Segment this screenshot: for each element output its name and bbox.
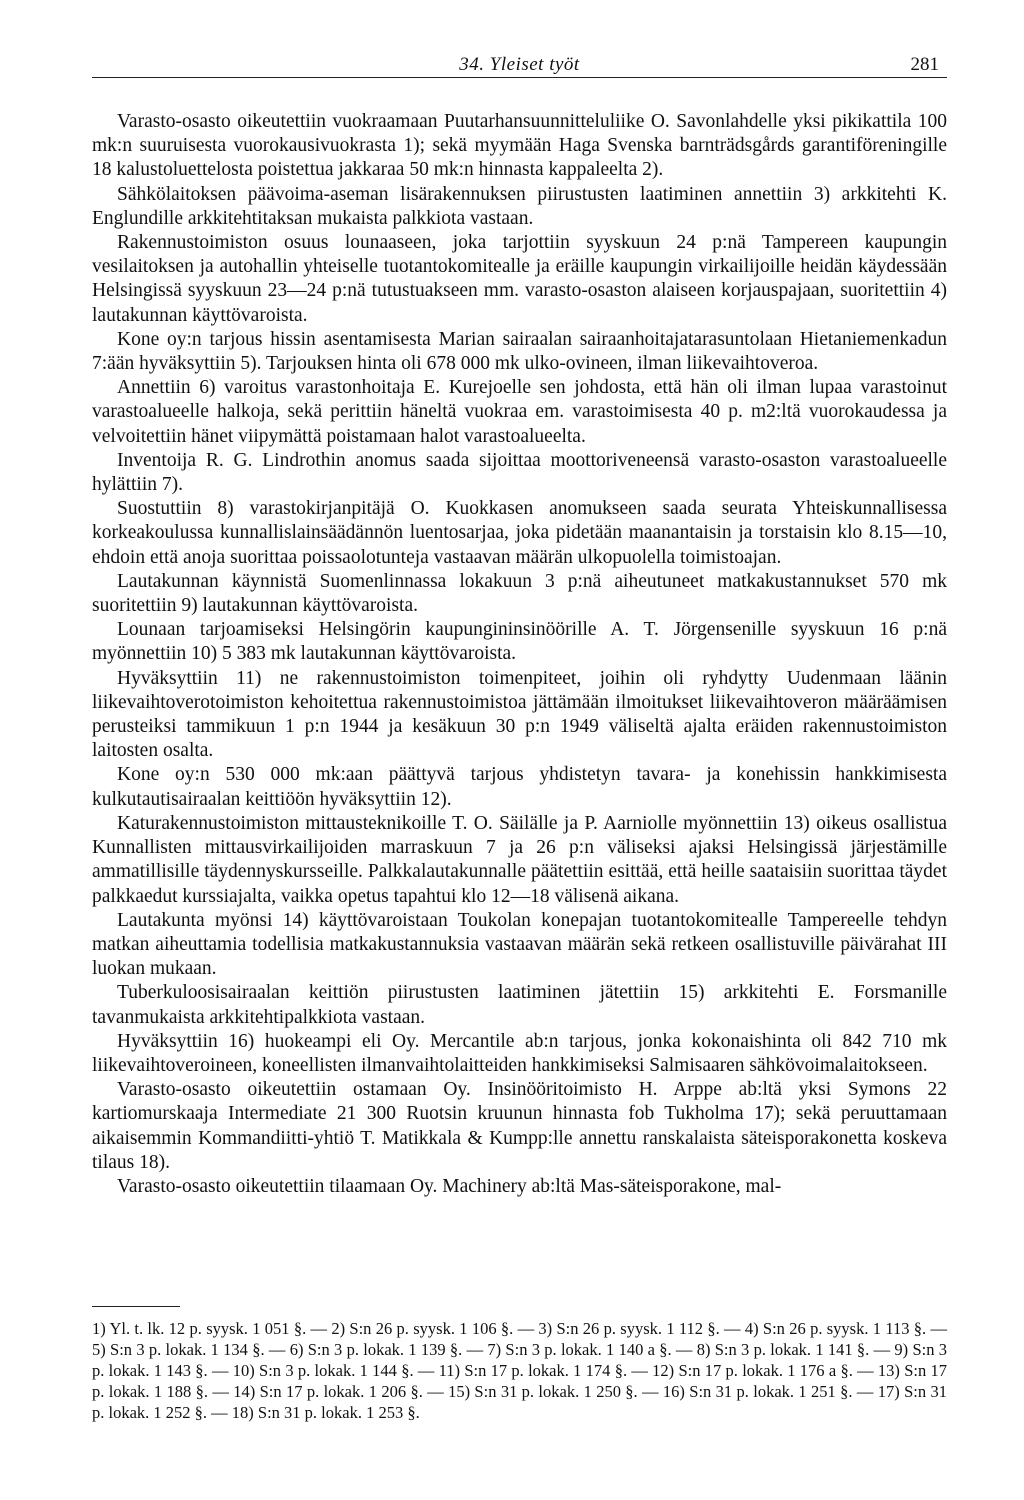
paragraph: Kone oy:n 530 000 mk:aan päättyvä tarjous yhdistetyn tavara- ja konehissin hankkimisesta kulkutautisairaalan keittiöön hyväksyttiin 12).	[92, 764, 947, 810]
paragraph: Lautakunnan käynnistä Suomenlinnassa lokakuun 3 p:nä aiheutuneet matkakustannukset 570 mk suoritettiin 9) lautakunnan käyttövaroista.	[92, 570, 947, 617]
paragraph: Tuberkuloosisairaalan keittiön piirustusten laatiminen jätettiin 15) arkkitehti E. Forsmanille tavanmukaista arkkitehtipalkkiota vastaan.	[92, 982, 947, 1028]
header-rule	[92, 77, 947, 78]
paragraph: Varasto-osasto oikeutettiin vuokraamaan Puutarhansuunnitteluliike O. Savonlahdelle yksi pikikattila 100 mk:n suuruisesta vuorokausivuokrasta 1); sekä myymään Haga Svenska barnträdsgårds garantiföreningille 18 kalustoluettelosta poistettua jakkaraa 50 mk:n hinnasta kappaleelta 2).	[92, 111, 947, 181]
paragraph: Hyväksyttiin 11) ne rakennustoimiston toimenpiteet, joihin oli ryhdytty Uudenmaan läänin liikevaihtoverotoimiston kehoitettua rakennustoimistoa jättämään ilmoitukset liikevaihtoveron määräämisen perusteiksi tammikuun 1 p:n 1944 ja kesäkuun 30 p:n 1949 väliseltä ajalta eräiden rakennustoimiston laitosten osalta.	[92, 667, 947, 762]
paragraph: Katurakennustoimiston mittausteknikoille T. O. Säilälle ja P. Aarniolle myönnettiin 13) oikeus osallistua Kunnallisten mittausvirkailijoiden marraskuun 7 ja 26 p:n väliseksi ajaksi Helsingissä järjestämille ammatillisille täydennyskursseille. Palkkalautakunnalle päätettiin esittää, että heille saataisiin suorittaa täydet palkkaedut kurssiajalta, vaikka opetus tapahtui klo 12—18 välisenä aikana.	[92, 812, 947, 907]
paragraph: Suostuttiin 8) varastokirjanpitäjä O. Kuokkasen anomukseen saada seurata Yhteiskunnallisessa korkeakoulussa kunnallislainsäädännön luentosarjaa, joka pidetään maanantaisin ja torstaisin klo 8.15—10, ehdoin että anoja suorittaa poissaolotunteja vastaavan määrän ulkopuolella toimistoajan.	[92, 498, 947, 568]
paragraph: Lautakunta myönsi 14) käyttövaroistaan Toukolan konepajan tuotantokomitealle Tampereelle tehdyn matkan aiheuttamia todellisia matkakustannuksia vastaavan määrän sekä retkeen osallistuville päivärahat III luokan mukaan.	[92, 909, 947, 980]
paragraph: Lounaan tarjoamiseksi Helsingörin kaupungininsinöörille A. T. Jörgensenille syyskuun 16 p:nä myönnettiin 10) 5 383 mk lautakunnan käyttövaroista.	[92, 619, 947, 665]
paragraph: Sähkölaitoksen päävoima-aseman lisärakennuksen piirustusten laatiminen annettiin 3) arkkitehti K. Englundille arkkitehtitaksan mukaista palkkiota vastaan.	[92, 183, 947, 229]
body-text	[92, 110, 947, 1199]
paragraph: Inventoija R. G. Lindrothin anomus saada sijoittaa moottoriveneensä varasto-osaston varastoalueelle hylättiin 7).	[92, 449, 947, 496]
paragraph: Rakennustoimiston osuus lounaaseen, joka tarjottiin syyskuun 24 p:nä Tampereen kaupungin vesilaitoksen ja autohallin yhteiselle tuotantokomitealle ja eräille kaupungin virkailijoille heidän käydessään Helsingissä syyskuun 23—24 p:nä tutustuakseen mm. varasto-osaston alaiseen korjauspajaan, suoritettiin 4) lautakunnan käyttövaroista.	[92, 232, 947, 326]
page-header	[92, 46, 947, 78]
running-title: 34. Yleiset työt	[459, 54, 580, 75]
paragraph: Hyväksyttiin 16) huokeampi eli Oy. Mercantile ab:n tarjous, jonka kokonaishinta oli 842 710 mk liikevaihtoveroineen, koneellisten ilmanvaihtolaitteiden hankkimiseksi Salmisaaren sähkövoimalaitokseen.	[92, 1030, 947, 1076]
paragraph: Varasto-osasto oikeutettiin tilaamaan Oy. Machinery ab:ltä Mas-säteisporakone, mal-	[117, 1175, 782, 1197]
paragraph: Annettiin 6) varoitus varastonhoitaja E. Kurejoelle sen johdosta, että hän oli ilman lupaa varastoinut varastoalueelle halkoja, sekä perittiin häneltä vuokraa em. varastoimisesta 40 p. m2:ltä vuorokaudessa ja velvoitettiin hänet viipymättä poistamaan halot varastoalueelta.	[92, 377, 947, 447]
footnote-separator	[92, 1306, 180, 1307]
page-number: 281	[910, 54, 939, 75]
paragraph: Varasto-osasto oikeutettiin ostamaan Oy. Insinööritoimisto H. Arppe ab:ltä yksi Symons 22 kartiomurskaaja Intermediate 21 300 Ruotsin kruunun hinnasta fob Tukholma 17); sekä peruuttamaan aikaisemmin Kommandiitti-yhtiö T. Matikkala & Kumpp:lle annettu ranskalaista säteisporakonetta koskeva tilaus 18).	[92, 1079, 947, 1173]
footnotes: 1) Yl. t. lk. 12 p. syysk. 1 051 §. — 2) S:n 26 p. syysk. 1 106 §. — 3) S:n 26 p. syysk. 1 112 §. — 4) S:n 26 p. syysk. 1 113 §. — 5) S:n 3 p. lokak. 1 134 §. — 6) S:n 3 p. lokak. 1 139 §. — 7) S:n 3 p. lokak. 1 140 a §. — 8) S:n 3 p. lokak. 1 141 §. — 9) S:n 3 p. lokak. 1 143 §. — 10) S:n 3 p. lokak. 1 144 §. — 11) S:n 17 p. lokak. 1 174 §. — 12) S:n 17 p. lokak. 1 176 a §. — 13) S:n 17 p. lokak. 1 188 §. — 14) S:n 17 p. lokak. 1 206 §. — 15) S:n 31 p. lokak. 1 250 §. — 16) S:n 31 p. lokak. 1 251 §. — 17) S:n 31 p. lokak. 1 252 §. — 18) S:n 31 p. lokak. 1 253 §.	[92, 1319, 947, 1422]
paragraph: Kone oy:n tarjous hissin asentamisesta Marian sairaalan sairaanhoitajatarasuntolaan Hietaniemenkadun 7:ään hyväksyttiin 5). Tarjouksen hinta oli 678 000 mk ulko-ovineen, ilman liikevaihtoveroa.	[92, 328, 947, 375]
